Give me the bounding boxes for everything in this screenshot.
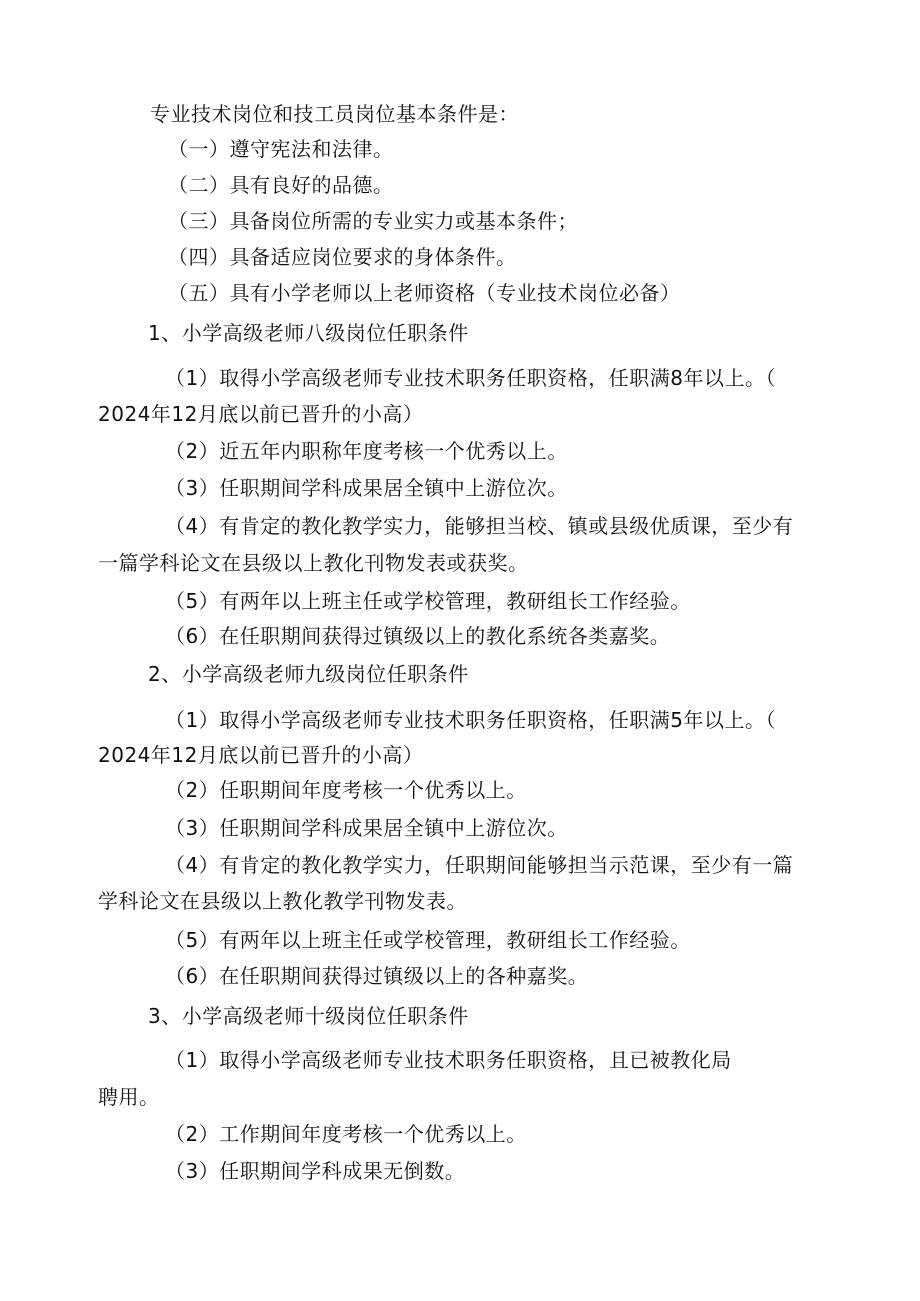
- section-3-item-1: （1）取得小学高级老师专业技术职务任职资格，且已被教化局: [165, 1048, 732, 1072]
- basic-condition-4: （四）具备适应岗位要求的身体条件。: [168, 245, 517, 269]
- section-2-item-4: （4）有肯定的教化教学实力，任职期间能够担当示范课，至少有一篇: [165, 853, 794, 877]
- section-2-item-1: （1）取得小学高级老师专业技术职务任职资格，任职满5年以上。（: [165, 708, 776, 732]
- section-1-item-1: （1）取得小学高级老师专业技术职务任职资格，任职满8年以上。（: [165, 366, 776, 390]
- section-1-item-1-cont: 2024年12月底以前已晋升的小高）: [98, 402, 424, 426]
- section-2-item-1-cont: 2024年12月底以前已晋升的小高）: [98, 743, 424, 767]
- section-3-item-2: （2）工作期间年度考核一个优秀以上。: [165, 1122, 527, 1146]
- section-2-item-6: （6）在任职期间获得过镇级以上的各种嘉奖。: [165, 964, 589, 988]
- section-1-item-4: （4）有肯定的教化教学实力，能够担当校、镇或县级优质课，至少有: [165, 514, 794, 538]
- section-2-item-5: （5）有两年以上班主任或学校管理，教研组长工作经验。: [165, 928, 691, 952]
- section-2-item-4-cont: 学科论文在县级以上教化教学刊物发表。: [98, 889, 467, 913]
- section-1-item-3: （3）任职期间学科成果居全镇中上游位次。: [165, 476, 568, 500]
- section-3-item-1-cont: 聘用。: [98, 1085, 160, 1109]
- section-2-item-2: （2）任职期间年度考核一个优秀以上。: [165, 778, 527, 802]
- section-heading-3: 3、小学高级老师十级岗位任职条件: [148, 1004, 469, 1028]
- intro-line: 专业技术岗位和技工员岗位基本条件是：: [150, 102, 519, 126]
- section-1-item-6: （6）在任职期间获得过镇级以上的教化系统各类嘉奖。: [165, 624, 671, 648]
- basic-condition-1: （一）遵守宪法和法律。: [168, 137, 394, 161]
- basic-condition-2: （二）具有良好的品德。: [168, 173, 394, 197]
- section-1-item-5: （5）有两年以上班主任或学校管理，教研组长工作经验。: [165, 589, 691, 613]
- section-2-item-3: （3）任职期间学科成果居全镇中上游位次。: [165, 816, 568, 840]
- section-3-item-3: （3）任职期间学科成果无倒数。: [165, 1159, 466, 1183]
- basic-condition-3: （三）具备岗位所需的专业实力或基本条件；: [168, 209, 578, 233]
- basic-condition-5: （五）具有小学老师以上老师资格（专业技术岗位必备）: [168, 281, 681, 305]
- section-1-item-4-cont: 一篇学科论文在县级以上教化刊物发表或获奖。: [98, 551, 529, 575]
- section-heading-1: 1、小学高级老师八级岗位任职条件: [148, 321, 469, 345]
- section-heading-2: 2、小学高级老师九级岗位任职条件: [148, 662, 469, 686]
- section-1-item-2: （2）近五年内职称年度考核一个优秀以上。: [165, 439, 568, 463]
